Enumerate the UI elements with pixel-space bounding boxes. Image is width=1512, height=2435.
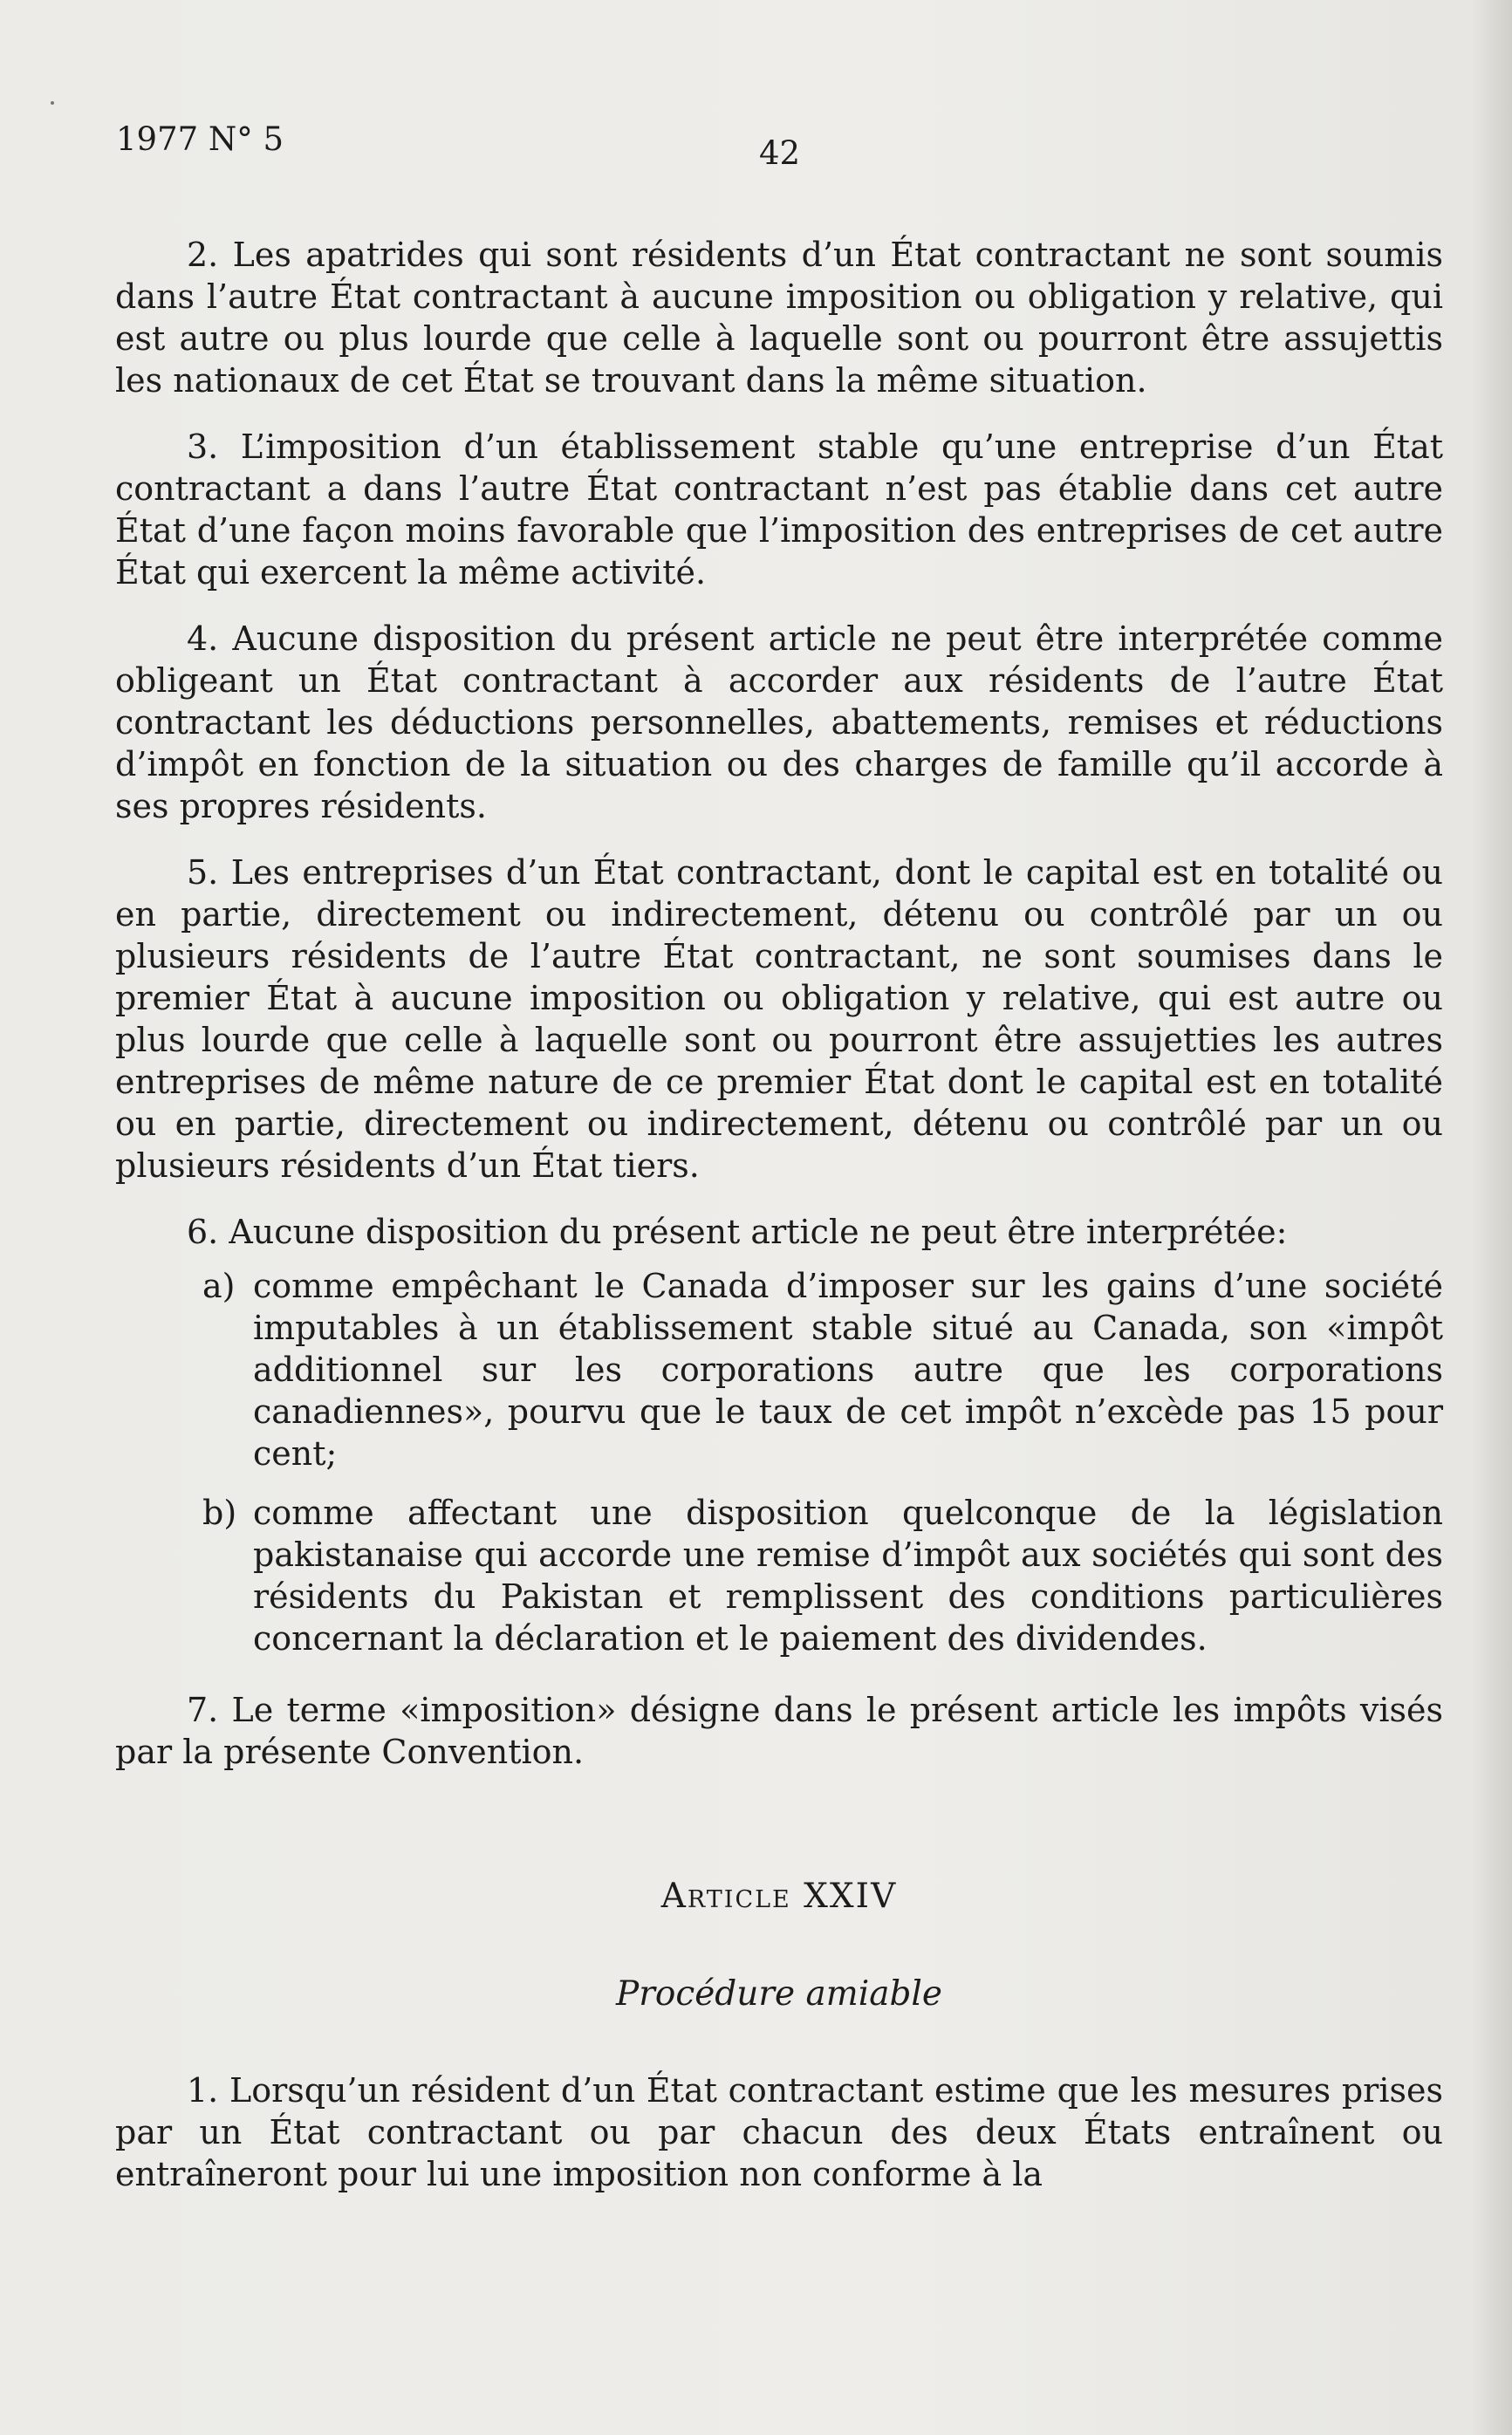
page-number: 42 bbox=[759, 134, 801, 172]
list-item-a bbox=[115, 1265, 1443, 1474]
paragraph-7: 7. Le terme «imposition» désigne dans le présent article les impôts visés par la présente Convention. bbox=[115, 1691, 1443, 1771]
list-marker: b) bbox=[202, 1494, 237, 1532]
article-paragraph-1: 1. Lorsqu’un résident d’un État contractant estime que les mesures prises par un État contractant ou par chacun des deux États entraînent ou entraîneront pour lui une imposition non conforme à la bbox=[115, 2071, 1443, 2193]
scan-speck bbox=[51, 101, 54, 105]
section-title: Procédure amiable bbox=[616, 1974, 942, 2014]
body-text bbox=[115, 234, 1443, 2220]
paragraph-3: 3. L’imposition d’un établissement stable qu’une entreprise d’un État contractant a dans l’autre État contractant n’est pas établie dans cet autre État d’une façon moins favorable que l’imposition des entreprises de cet autre État qui exercent la même activité. bbox=[115, 427, 1443, 592]
list-marker: a) bbox=[202, 1267, 236, 1305]
page-header bbox=[116, 120, 1425, 181]
paragraph-5: 5. Les entreprises d’un État contractant, dont le capital est en totalité ou en partie, directement ou indirectement, détenu ou contrôlé par un ou plusieurs résidents de l’autre État contractant, ne sont soumises dans le premier État à aucune imposition ou obligation y relative, qui est autre ou plus lourde que celle à laquelle sont ou pourront être assujetties les autres entreprises de même nature de ce premier État dont le capital est en totalité ou en partie, directement ou indirectement, détenu ou contrôlé par un ou plusieurs résidents d’un État tiers. bbox=[115, 853, 1443, 1185]
list-item-text: comme affectant une disposition quelconque de la législation pakistanaise qui accorde une remise d’impôt aux sociétés qui sont des résidents du Pakistan et remplissent des conditions particulières concernant la déclaration et le paiement des dividendes. bbox=[253, 1494, 1443, 1658]
article-heading: Article XXIV bbox=[660, 1877, 898, 1916]
paragraph-2: 2. Les apatrides qui sont résidents d’un État contractant ne sont soumis dans l’autre État contractant à aucune imposition ou obligation y relative, qui est autre ou plus lourde que celle à laquelle sont ou pourront être assujettis les nationaux de cet État se trouvant dans la même situation. bbox=[115, 236, 1443, 400]
paragraph-6: 6. Aucune disposition du présent article ne peut être interprétée: bbox=[187, 1213, 1288, 1251]
publication-reference: 1977 N° 5 bbox=[116, 120, 284, 158]
page-edge-shadow bbox=[1472, 0, 1512, 2435]
paragraph-4: 4. Aucune disposition du présent article ne peut être interprétée comme obligeant un État contractant à accorder aux résidents de l’autre État contractant les déductions personnelles, abattements, remises et réductions d’impôt en fonction de la situation ou des charges de famille qu’il accorde à ses propres résidents. bbox=[115, 619, 1443, 825]
list-item-text: comme empêchant le Canada d’imposer sur les gains d’une société imputables à un établissement stable situé au Canada, son «impôt additionnel sur les corporations autre que les corporations canadiennes», pourvu que le taux de cet impôt n’excède pas 15 pour cent; bbox=[253, 1267, 1443, 1473]
list-item-b bbox=[115, 1492, 1443, 1659]
